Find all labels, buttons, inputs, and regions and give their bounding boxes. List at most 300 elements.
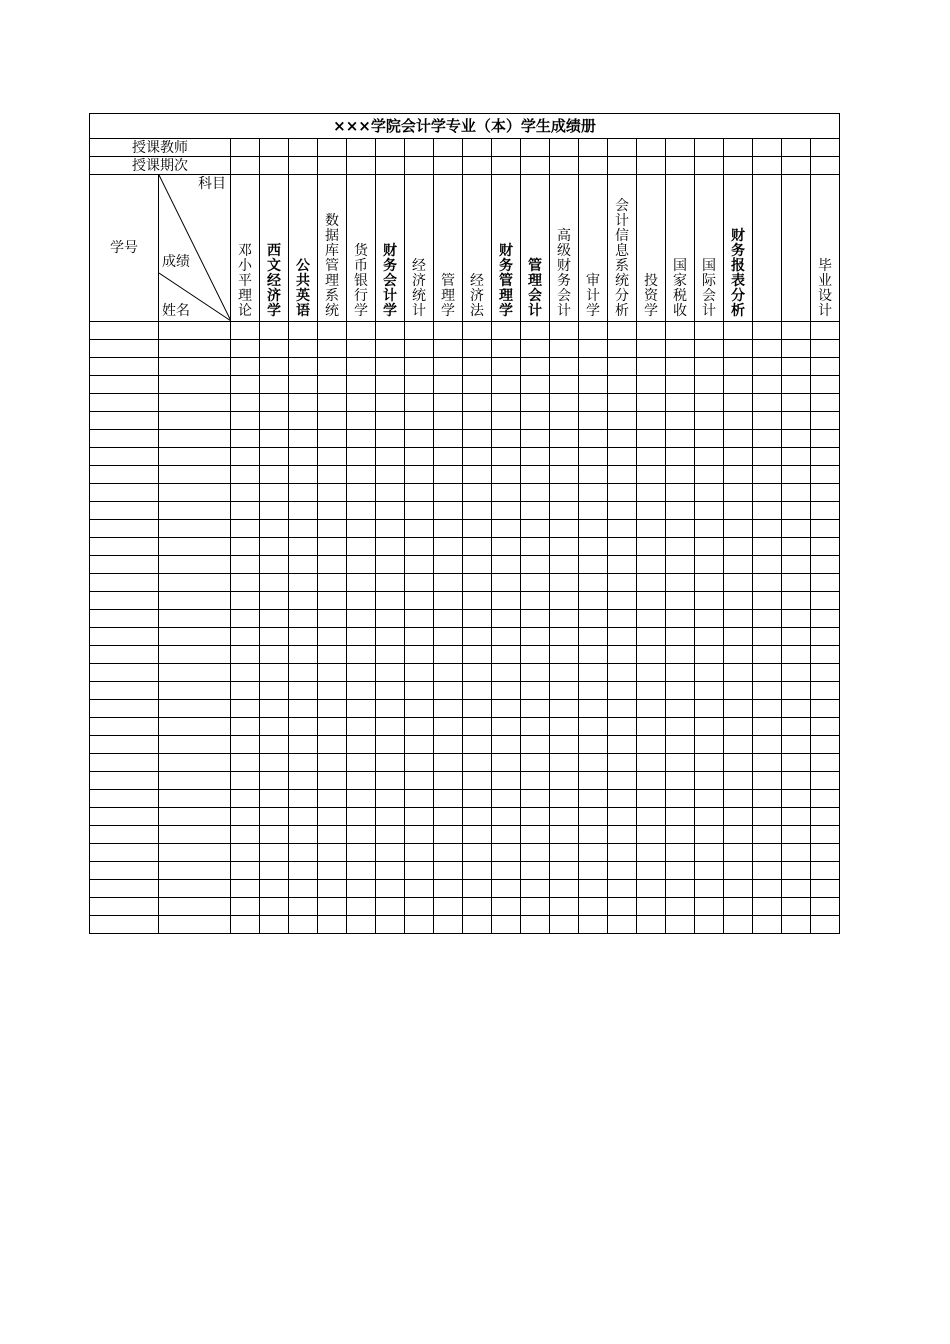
score-cell[interactable] <box>318 448 347 466</box>
score-cell[interactable] <box>289 376 318 394</box>
student-name-cell[interactable] <box>159 700 231 718</box>
score-cell[interactable] <box>289 340 318 358</box>
score-cell[interactable] <box>811 736 840 754</box>
score-cell[interactable] <box>753 610 782 628</box>
score-cell[interactable] <box>782 484 811 502</box>
score-cell[interactable] <box>289 790 318 808</box>
score-cell[interactable] <box>376 880 405 898</box>
score-cell[interactable] <box>347 646 376 664</box>
score-cell[interactable] <box>637 466 666 484</box>
score-cell[interactable] <box>289 466 318 484</box>
score-cell[interactable] <box>318 880 347 898</box>
score-cell[interactable] <box>318 808 347 826</box>
student-id-cell[interactable] <box>90 772 159 790</box>
score-cell[interactable] <box>608 340 637 358</box>
score-cell[interactable] <box>318 322 347 340</box>
score-cell[interactable] <box>463 772 492 790</box>
score-cell[interactable] <box>260 718 289 736</box>
score-cell[interactable] <box>347 502 376 520</box>
student-id-cell[interactable] <box>90 574 159 592</box>
score-cell[interactable] <box>550 772 579 790</box>
score-cell[interactable] <box>637 664 666 682</box>
score-cell[interactable] <box>550 520 579 538</box>
score-cell[interactable] <box>666 520 695 538</box>
teacher-cell[interactable] <box>666 139 695 157</box>
score-cell[interactable] <box>231 682 260 700</box>
score-cell[interactable] <box>289 862 318 880</box>
score-cell[interactable] <box>666 376 695 394</box>
score-cell[interactable] <box>579 610 608 628</box>
score-cell[interactable] <box>434 844 463 862</box>
score-cell[interactable] <box>753 916 782 934</box>
score-cell[interactable] <box>724 790 753 808</box>
student-name-cell[interactable] <box>159 664 231 682</box>
score-cell[interactable] <box>724 412 753 430</box>
score-cell[interactable] <box>347 916 376 934</box>
score-cell[interactable] <box>376 826 405 844</box>
score-cell[interactable] <box>782 448 811 466</box>
student-name-cell[interactable] <box>159 412 231 430</box>
score-cell[interactable] <box>376 574 405 592</box>
score-cell[interactable] <box>434 520 463 538</box>
score-cell[interactable] <box>521 628 550 646</box>
student-id-cell[interactable] <box>90 610 159 628</box>
score-cell[interactable] <box>811 862 840 880</box>
score-cell[interactable] <box>231 376 260 394</box>
score-cell[interactable] <box>782 736 811 754</box>
score-cell[interactable] <box>811 376 840 394</box>
score-cell[interactable] <box>231 394 260 412</box>
score-cell[interactable] <box>231 772 260 790</box>
score-cell[interactable] <box>811 700 840 718</box>
student-id-cell[interactable] <box>90 556 159 574</box>
score-cell[interactable] <box>289 448 318 466</box>
score-cell[interactable] <box>463 628 492 646</box>
period-cell[interactable] <box>347 157 376 175</box>
score-cell[interactable] <box>405 520 434 538</box>
score-cell[interactable] <box>608 484 637 502</box>
score-cell[interactable] <box>434 826 463 844</box>
score-cell[interactable] <box>289 394 318 412</box>
score-cell[interactable] <box>231 808 260 826</box>
score-cell[interactable] <box>579 502 608 520</box>
score-cell[interactable] <box>666 466 695 484</box>
score-cell[interactable] <box>608 718 637 736</box>
score-cell[interactable] <box>492 862 521 880</box>
score-cell[interactable] <box>724 466 753 484</box>
score-cell[interactable] <box>811 448 840 466</box>
score-cell[interactable] <box>811 466 840 484</box>
score-cell[interactable] <box>666 448 695 466</box>
score-cell[interactable] <box>637 340 666 358</box>
score-cell[interactable] <box>579 916 608 934</box>
score-cell[interactable] <box>753 718 782 736</box>
score-cell[interactable] <box>608 898 637 916</box>
score-cell[interactable] <box>463 898 492 916</box>
score-cell[interactable] <box>376 538 405 556</box>
score-cell[interactable] <box>811 808 840 826</box>
score-cell[interactable] <box>550 502 579 520</box>
score-cell[interactable] <box>492 610 521 628</box>
student-id-cell[interactable] <box>90 484 159 502</box>
student-name-cell[interactable] <box>159 916 231 934</box>
student-name-cell[interactable] <box>159 880 231 898</box>
score-cell[interactable] <box>579 682 608 700</box>
score-cell[interactable] <box>347 574 376 592</box>
score-cell[interactable] <box>260 574 289 592</box>
score-cell[interactable] <box>463 826 492 844</box>
score-cell[interactable] <box>405 358 434 376</box>
score-cell[interactable] <box>666 556 695 574</box>
score-cell[interactable] <box>666 754 695 772</box>
score-cell[interactable] <box>724 430 753 448</box>
score-cell[interactable] <box>695 880 724 898</box>
score-cell[interactable] <box>724 358 753 376</box>
score-cell[interactable] <box>637 574 666 592</box>
score-cell[interactable] <box>666 664 695 682</box>
score-cell[interactable] <box>550 538 579 556</box>
score-cell[interactable] <box>289 736 318 754</box>
score-cell[interactable] <box>579 808 608 826</box>
score-cell[interactable] <box>753 430 782 448</box>
score-cell[interactable] <box>434 340 463 358</box>
score-cell[interactable] <box>434 556 463 574</box>
score-cell[interactable] <box>521 412 550 430</box>
score-cell[interactable] <box>724 484 753 502</box>
score-cell[interactable] <box>434 592 463 610</box>
score-cell[interactable] <box>666 790 695 808</box>
score-cell[interactable] <box>521 880 550 898</box>
score-cell[interactable] <box>782 700 811 718</box>
score-cell[interactable] <box>231 592 260 610</box>
score-cell[interactable] <box>724 700 753 718</box>
score-cell[interactable] <box>579 466 608 484</box>
student-id-cell[interactable] <box>90 844 159 862</box>
score-cell[interactable] <box>376 376 405 394</box>
teacher-cell[interactable] <box>637 139 666 157</box>
teacher-cell[interactable] <box>695 139 724 157</box>
score-cell[interactable] <box>608 574 637 592</box>
score-cell[interactable] <box>434 772 463 790</box>
score-cell[interactable] <box>260 322 289 340</box>
score-cell[interactable] <box>550 466 579 484</box>
score-cell[interactable] <box>550 880 579 898</box>
score-cell[interactable] <box>463 880 492 898</box>
score-cell[interactable] <box>492 628 521 646</box>
score-cell[interactable] <box>289 844 318 862</box>
score-cell[interactable] <box>318 430 347 448</box>
score-cell[interactable] <box>550 898 579 916</box>
score-cell[interactable] <box>434 736 463 754</box>
score-cell[interactable] <box>405 682 434 700</box>
score-cell[interactable] <box>521 844 550 862</box>
teacher-cell[interactable] <box>724 139 753 157</box>
score-cell[interactable] <box>782 862 811 880</box>
score-cell[interactable] <box>405 322 434 340</box>
score-cell[interactable] <box>231 538 260 556</box>
score-cell[interactable] <box>376 754 405 772</box>
student-name-cell[interactable] <box>159 466 231 484</box>
score-cell[interactable] <box>811 754 840 772</box>
score-cell[interactable] <box>463 916 492 934</box>
score-cell[interactable] <box>666 898 695 916</box>
student-id-cell[interactable] <box>90 754 159 772</box>
score-cell[interactable] <box>492 808 521 826</box>
score-cell[interactable] <box>753 466 782 484</box>
score-cell[interactable] <box>521 646 550 664</box>
score-cell[interactable] <box>724 862 753 880</box>
score-cell[interactable] <box>782 502 811 520</box>
score-cell[interactable] <box>434 412 463 430</box>
score-cell[interactable] <box>724 322 753 340</box>
student-id-cell[interactable] <box>90 430 159 448</box>
score-cell[interactable] <box>289 700 318 718</box>
score-cell[interactable] <box>318 682 347 700</box>
score-cell[interactable] <box>753 808 782 826</box>
score-cell[interactable] <box>434 916 463 934</box>
period-cell[interactable] <box>405 157 434 175</box>
score-cell[interactable] <box>753 628 782 646</box>
score-cell[interactable] <box>521 394 550 412</box>
score-cell[interactable] <box>405 862 434 880</box>
score-cell[interactable] <box>463 736 492 754</box>
score-cell[interactable] <box>492 664 521 682</box>
score-cell[interactable] <box>376 862 405 880</box>
score-cell[interactable] <box>318 844 347 862</box>
score-cell[interactable] <box>782 520 811 538</box>
score-cell[interactable] <box>405 466 434 484</box>
score-cell[interactable] <box>463 340 492 358</box>
score-cell[interactable] <box>608 754 637 772</box>
student-id-cell[interactable] <box>90 592 159 610</box>
score-cell[interactable] <box>376 736 405 754</box>
score-cell[interactable] <box>695 466 724 484</box>
score-cell[interactable] <box>260 466 289 484</box>
score-cell[interactable] <box>550 700 579 718</box>
score-cell[interactable] <box>231 790 260 808</box>
teacher-cell[interactable] <box>521 139 550 157</box>
score-cell[interactable] <box>405 556 434 574</box>
score-cell[interactable] <box>318 646 347 664</box>
score-cell[interactable] <box>318 772 347 790</box>
score-cell[interactable] <box>434 754 463 772</box>
score-cell[interactable] <box>608 682 637 700</box>
score-cell[interactable] <box>318 574 347 592</box>
score-cell[interactable] <box>231 358 260 376</box>
score-cell[interactable] <box>347 736 376 754</box>
score-cell[interactable] <box>666 538 695 556</box>
score-cell[interactable] <box>318 610 347 628</box>
score-cell[interactable] <box>637 844 666 862</box>
score-cell[interactable] <box>376 628 405 646</box>
period-cell[interactable] <box>550 157 579 175</box>
score-cell[interactable] <box>289 808 318 826</box>
score-cell[interactable] <box>550 412 579 430</box>
score-cell[interactable] <box>376 430 405 448</box>
score-cell[interactable] <box>434 718 463 736</box>
score-cell[interactable] <box>579 394 608 412</box>
score-cell[interactable] <box>608 592 637 610</box>
score-cell[interactable] <box>724 538 753 556</box>
score-cell[interactable] <box>260 772 289 790</box>
score-cell[interactable] <box>608 412 637 430</box>
score-cell[interactable] <box>260 880 289 898</box>
score-cell[interactable] <box>492 556 521 574</box>
score-cell[interactable] <box>318 412 347 430</box>
score-cell[interactable] <box>318 502 347 520</box>
score-cell[interactable] <box>260 862 289 880</box>
score-cell[interactable] <box>376 340 405 358</box>
score-cell[interactable] <box>289 664 318 682</box>
score-cell[interactable] <box>289 322 318 340</box>
student-name-cell[interactable] <box>159 322 231 340</box>
score-cell[interactable] <box>579 664 608 682</box>
teacher-cell[interactable] <box>492 139 521 157</box>
score-cell[interactable] <box>724 502 753 520</box>
score-cell[interactable] <box>811 394 840 412</box>
score-cell[interactable] <box>405 394 434 412</box>
score-cell[interactable] <box>811 340 840 358</box>
score-cell[interactable] <box>405 646 434 664</box>
score-cell[interactable] <box>724 898 753 916</box>
score-cell[interactable] <box>347 538 376 556</box>
score-cell[interactable] <box>463 538 492 556</box>
score-cell[interactable] <box>782 646 811 664</box>
score-cell[interactable] <box>463 394 492 412</box>
score-cell[interactable] <box>811 556 840 574</box>
score-cell[interactable] <box>492 718 521 736</box>
score-cell[interactable] <box>666 700 695 718</box>
score-cell[interactable] <box>405 628 434 646</box>
score-cell[interactable] <box>753 646 782 664</box>
score-cell[interactable] <box>434 376 463 394</box>
score-cell[interactable] <box>492 376 521 394</box>
score-cell[interactable] <box>376 700 405 718</box>
score-cell[interactable] <box>521 754 550 772</box>
student-name-cell[interactable] <box>159 340 231 358</box>
score-cell[interactable] <box>347 826 376 844</box>
score-cell[interactable] <box>608 700 637 718</box>
score-cell[interactable] <box>753 412 782 430</box>
score-cell[interactable] <box>695 484 724 502</box>
score-cell[interactable] <box>434 484 463 502</box>
score-cell[interactable] <box>521 502 550 520</box>
score-cell[interactable] <box>405 700 434 718</box>
score-cell[interactable] <box>318 340 347 358</box>
score-cell[interactable] <box>753 520 782 538</box>
score-cell[interactable] <box>637 772 666 790</box>
score-cell[interactable] <box>376 772 405 790</box>
score-cell[interactable] <box>724 826 753 844</box>
score-cell[interactable] <box>579 358 608 376</box>
period-cell[interactable] <box>434 157 463 175</box>
student-name-cell[interactable] <box>159 682 231 700</box>
score-cell[interactable] <box>318 898 347 916</box>
score-cell[interactable] <box>376 682 405 700</box>
teacher-cell[interactable] <box>434 139 463 157</box>
score-cell[interactable] <box>260 502 289 520</box>
score-cell[interactable] <box>260 556 289 574</box>
score-cell[interactable] <box>289 916 318 934</box>
score-cell[interactable] <box>695 574 724 592</box>
score-cell[interactable] <box>376 484 405 502</box>
student-id-cell[interactable] <box>90 538 159 556</box>
teacher-cell[interactable] <box>608 139 637 157</box>
score-cell[interactable] <box>666 880 695 898</box>
score-cell[interactable] <box>637 682 666 700</box>
score-cell[interactable] <box>434 394 463 412</box>
score-cell[interactable] <box>318 718 347 736</box>
score-cell[interactable] <box>492 646 521 664</box>
score-cell[interactable] <box>811 718 840 736</box>
score-cell[interactable] <box>637 862 666 880</box>
score-cell[interactable] <box>753 556 782 574</box>
score-cell[interactable] <box>231 826 260 844</box>
score-cell[interactable] <box>231 916 260 934</box>
period-cell[interactable] <box>695 157 724 175</box>
score-cell[interactable] <box>695 718 724 736</box>
score-cell[interactable] <box>260 376 289 394</box>
score-cell[interactable] <box>405 574 434 592</box>
score-cell[interactable] <box>318 358 347 376</box>
score-cell[interactable] <box>260 898 289 916</box>
period-cell[interactable] <box>753 157 782 175</box>
score-cell[interactable] <box>463 574 492 592</box>
score-cell[interactable] <box>260 826 289 844</box>
student-id-cell[interactable] <box>90 448 159 466</box>
score-cell[interactable] <box>521 520 550 538</box>
teacher-cell[interactable] <box>376 139 405 157</box>
score-cell[interactable] <box>260 484 289 502</box>
student-name-cell[interactable] <box>159 808 231 826</box>
student-name-cell[interactable] <box>159 610 231 628</box>
score-cell[interactable] <box>492 412 521 430</box>
score-cell[interactable] <box>492 574 521 592</box>
score-cell[interactable] <box>782 556 811 574</box>
score-cell[interactable] <box>550 646 579 664</box>
score-cell[interactable] <box>434 430 463 448</box>
score-cell[interactable] <box>637 898 666 916</box>
score-cell[interactable] <box>289 610 318 628</box>
student-name-cell[interactable] <box>159 502 231 520</box>
score-cell[interactable] <box>318 376 347 394</box>
score-cell[interactable] <box>434 664 463 682</box>
score-cell[interactable] <box>347 628 376 646</box>
score-cell[interactable] <box>550 376 579 394</box>
period-cell[interactable] <box>666 157 695 175</box>
score-cell[interactable] <box>695 682 724 700</box>
score-cell[interactable] <box>347 430 376 448</box>
score-cell[interactable] <box>550 574 579 592</box>
student-id-cell[interactable] <box>90 394 159 412</box>
score-cell[interactable] <box>753 736 782 754</box>
score-cell[interactable] <box>695 322 724 340</box>
score-cell[interactable] <box>405 340 434 358</box>
score-cell[interactable] <box>405 898 434 916</box>
score-cell[interactable] <box>695 358 724 376</box>
score-cell[interactable] <box>666 394 695 412</box>
score-cell[interactable] <box>231 556 260 574</box>
score-cell[interactable] <box>753 682 782 700</box>
score-cell[interactable] <box>318 826 347 844</box>
score-cell[interactable] <box>318 700 347 718</box>
score-cell[interactable] <box>521 916 550 934</box>
score-cell[interactable] <box>637 826 666 844</box>
score-cell[interactable] <box>550 844 579 862</box>
score-cell[interactable] <box>463 592 492 610</box>
student-id-cell[interactable] <box>90 664 159 682</box>
score-cell[interactable] <box>434 574 463 592</box>
